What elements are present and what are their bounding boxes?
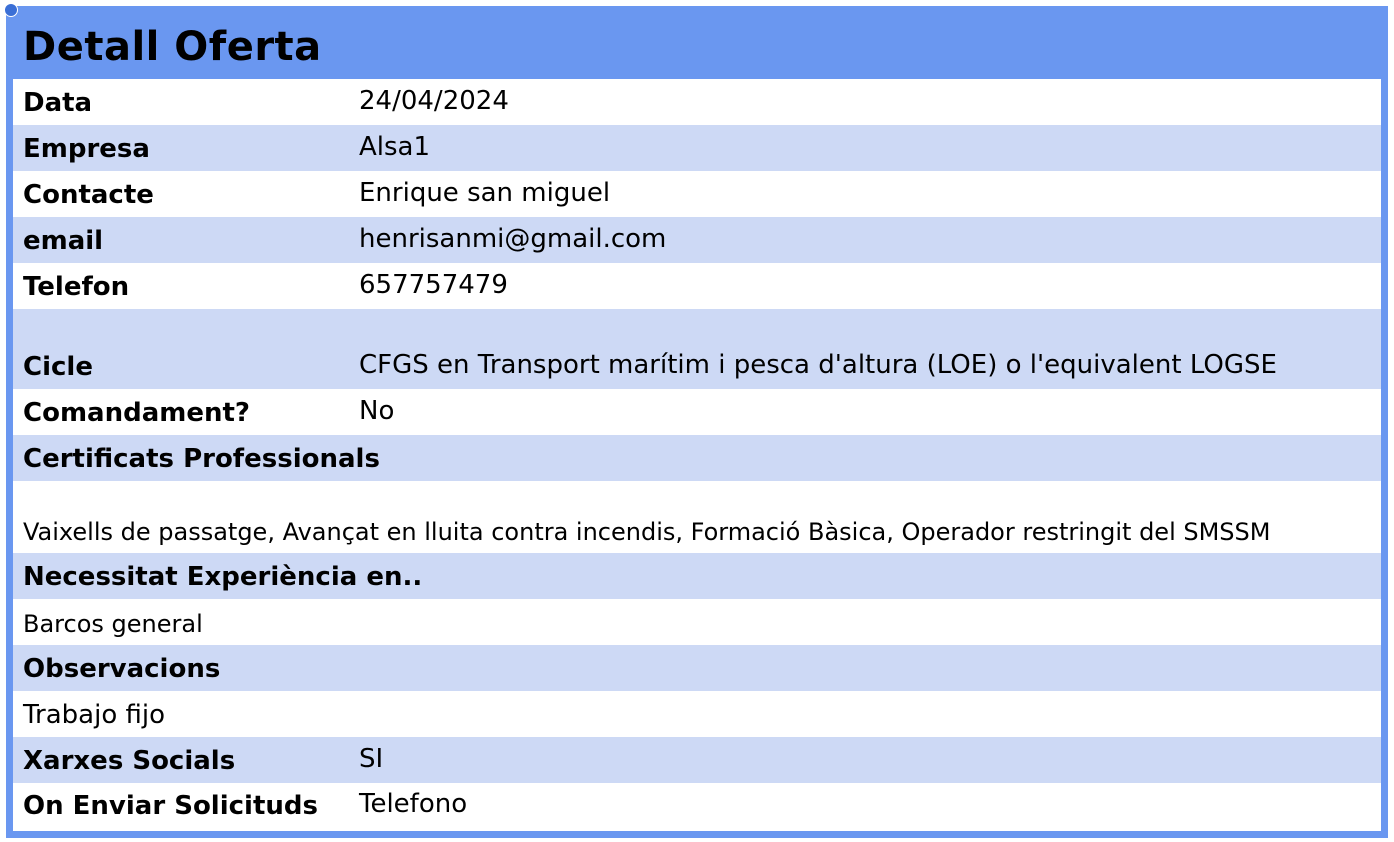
section-text: Vaixells de passatge, Avançat en lluita contra incendis, Formació Bàsica, Operador restringit del SMSSM bbox=[23, 518, 1271, 546]
field-label: Contacte bbox=[23, 179, 154, 210]
row-cicle bbox=[13, 309, 1381, 389]
row-email bbox=[13, 217, 1381, 263]
section-certificats-header bbox=[13, 435, 1381, 481]
field-value: Telefono bbox=[359, 789, 468, 820]
section-experiencia-header bbox=[13, 553, 1381, 599]
section-observacions-body bbox=[13, 691, 1381, 737]
detail-rows bbox=[13, 79, 1381, 828]
row-empresa bbox=[13, 125, 1381, 171]
section-certificats-body bbox=[13, 481, 1381, 553]
row-data bbox=[13, 79, 1381, 125]
row-comandament bbox=[13, 389, 1381, 435]
field-label: Data bbox=[23, 87, 93, 118]
offer-detail-panel bbox=[6, 6, 1388, 838]
field-label: Empresa bbox=[23, 133, 150, 164]
field-value: 24/04/2024 bbox=[359, 86, 509, 117]
row-telefon bbox=[13, 263, 1381, 309]
field-value: henrisanmi@gmail.com bbox=[359, 224, 667, 255]
field-label: email bbox=[23, 225, 104, 256]
panel-header bbox=[13, 13, 1381, 79]
field-value: Alsa1 bbox=[359, 132, 431, 163]
field-label: Telefon bbox=[23, 271, 130, 302]
field-value: CFGS en Transport marítim i pesca d'altura (LOE) o l'equivalent LOGSE bbox=[359, 350, 1277, 381]
section-observacions-header bbox=[13, 645, 1381, 691]
field-value: SI bbox=[359, 744, 384, 775]
page-title: Detall Oferta bbox=[23, 24, 322, 70]
row-xarxes bbox=[13, 737, 1381, 783]
field-value: 657757479 bbox=[359, 270, 508, 301]
section-experiencia-body bbox=[13, 599, 1381, 645]
section-label: Certificats Professionals bbox=[23, 443, 380, 474]
field-label: Xarxes Socials bbox=[23, 745, 236, 776]
row-enviar bbox=[13, 783, 1381, 828]
field-value: Enrique san miguel bbox=[359, 178, 611, 209]
section-label: Observacions bbox=[23, 653, 221, 684]
field-label: On Enviar Solicituds bbox=[23, 790, 318, 821]
field-value: No bbox=[359, 396, 395, 427]
field-label: Cicle bbox=[23, 351, 93, 382]
field-label: Comandament? bbox=[23, 397, 250, 428]
resize-handle[interactable] bbox=[4, 3, 18, 17]
row-contacte bbox=[13, 171, 1381, 217]
section-text: Barcos general bbox=[23, 610, 203, 638]
section-text: Trabajo fijo bbox=[23, 699, 166, 730]
section-label: Necessitat Experiència en.. bbox=[23, 561, 423, 592]
